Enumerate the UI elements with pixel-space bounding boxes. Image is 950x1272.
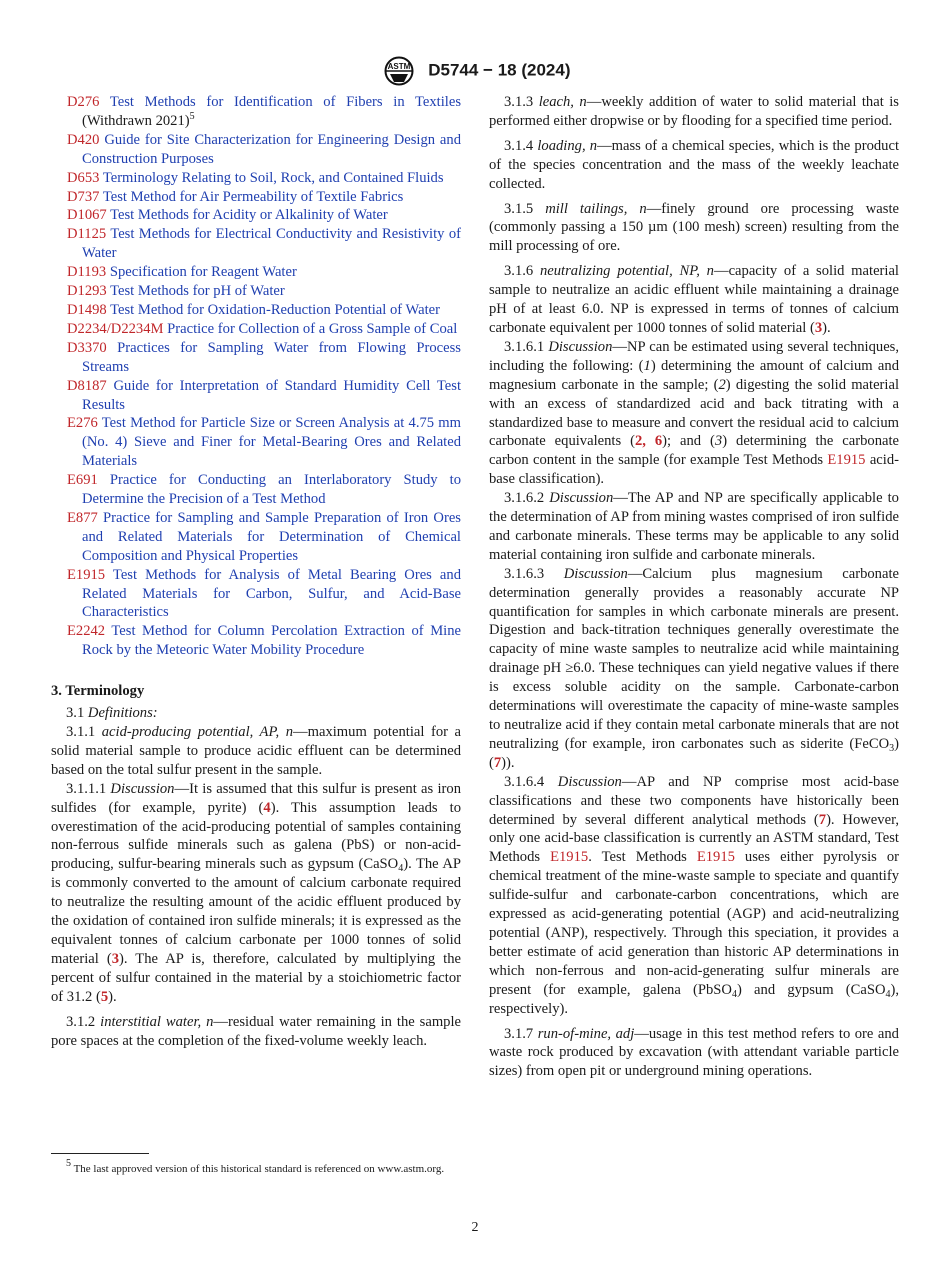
reference-item: [51, 320, 461, 339]
reference-item: [51, 471, 461, 509]
reference-code-link[interactable]: E2242: [67, 623, 106, 640]
reference-title: Terminology Relating to Soil, Rock, and Contained Fluids: [102, 169, 444, 186]
reference-item: [51, 301, 461, 320]
svg-text:ASTM: ASTM: [387, 62, 410, 71]
reference-item: [51, 282, 461, 301]
reference-item: [51, 509, 461, 566]
reference-link[interactable]: 2, 6: [634, 433, 663, 450]
reference-item: [51, 263, 461, 282]
reference-code-link[interactable]: D3370: [67, 339, 107, 356]
reference-code-link[interactable]: D1293: [67, 283, 107, 300]
reference-item: [51, 131, 461, 169]
reference-title: Test Methods for Acidity or Alkalinity of Water: [110, 207, 388, 224]
reference-link[interactable]: 3: [111, 950, 120, 967]
page-number: 2: [471, 1220, 479, 1235]
reference-title: Practice for Sampling and Sample Preparation of Iron Ores and Related Materials for Determination of Chemical Composition and Physical Properties: [82, 509, 461, 564]
reference-title: Test Method for Column Percolation Extraction of Mine Rock by the Meteoric Water Mobility Procedure: [82, 623, 461, 659]
reference-link[interactable]: 7: [818, 811, 827, 828]
section-heading: 3. Terminology: [51, 683, 145, 700]
reference-code-link[interactable]: D8187: [67, 377, 107, 394]
reference-item: [51, 188, 461, 207]
para-3-1-6: 3.1.6 neutralizing potential, NP, n—capacity of a solid material sample to neutralize an acidic effluent while maintaining a drainage pH of at least 6.0. NP is expressed in terms of tonnes of calcium carbonate equivalent per 1000 tonnes of solid material (3).: [489, 263, 899, 336]
reference-item: [51, 414, 461, 471]
reference-code-link[interactable]: E1915: [67, 566, 106, 583]
para-3-1-1: 3.1.1 acid-producing potential, AP, n—maximum potential for a solid material sample to produce acidic effluent can be determined based on the total sulfur present in the sample.: [51, 724, 462, 778]
reference-code-link[interactable]: D737: [67, 188, 100, 205]
reference-title: Test Methods for Electrical Conductivity and Resistivity of Water: [82, 226, 461, 262]
para-3-1-6-2: 3.1.6.2 Discussion—The AP and NP are specifically applicable to the determination of AP from mining wastes comprised of iron sulfide and carbonate minerals. These terms may be applicable to any solid material containing iron sulfide and carbonate minerals.: [489, 490, 899, 563]
right-column: [489, 93, 899, 1081]
reference-item: [51, 566, 461, 623]
reference-link[interactable]: 5: [100, 988, 109, 1005]
para-3-1-4: 3.1.4 loading, n—mass of a chemical species, which is the product of the species concentration and the mass of the weekly leachate collected.: [489, 137, 900, 192]
reference-code-link[interactable]: E877: [67, 509, 98, 526]
reference-title: Specification for Reagent Water: [109, 264, 297, 281]
reference-code-link[interactable]: D2234/D2234M: [67, 320, 164, 337]
standard-designation: D5744 − 18 (2024): [428, 60, 571, 80]
reference-item: [51, 377, 461, 415]
reference-item: [51, 169, 461, 188]
para-3-1-1-1: 3.1.1.1 Discussion—It is assumed that this sulfur is present as iron sulfides (for example, pyrite) (4). This assumption leads to overestimation of the acid-producing potential of samples containing non-ferrous sulfide minerals such as galena (PbS) or non-acid-producing, sulfur-bearing minerals such as gypsum (CaSO$_4$). The AP is commonly converted to the amount of calcium carbonate required to neutralize the resulting amount of the acidic effluent produced by the oxidation of contained iron sulfide minerals; it is expressed as the equivalent tonnes of calcium carbonate per 1000 tonnes of solid material (3). The AP is, therefore, calculated by multiplying the percent of sulfur contained in the material by a stoichiometric factor of 31.2 (5).: [51, 780, 461, 1005]
reference-item: [51, 339, 461, 377]
reference-code-link[interactable]: E691: [67, 472, 98, 489]
footnote-marker: 5: [189, 110, 195, 122]
reference-link[interactable]: 7: [493, 754, 502, 771]
reference-list: [51, 93, 461, 660]
para-3-1: 3.1 Definitions:: [66, 705, 158, 722]
para-3-1-7: 3.1.7 run-of-mine, adj—usage in this test method refers to ore and waste rock produced by excavation (with attendant variable particle sizes) from open pit or underground mining operations.: [489, 1025, 899, 1080]
reference-title: Guide for Site Characterization for Engineering Design and Construction Purposes: [82, 131, 461, 167]
reference-code-link[interactable]: D1498: [67, 301, 107, 318]
reference-title: Test Methods for pH of Water: [110, 283, 285, 300]
para-3-1-6-1: 3.1.6.1 Discussion—NP can be estimated using several techniques, including the following: (1) determining the amount of calcium and magnesium carbonate in the sample; (2) digesting the solid material with an excess of standardized acid and back titrating with a standardized base to measure and convert the residual acid to calcium carbonate equivalents (2, 6); and (3) determining the carbonate carbon content in the sample (for example Test Methods E1915 acid-base classification).: [489, 338, 900, 488]
reference-title: Test Method for Air Permeability of Textile Fabrics: [102, 188, 404, 205]
para-3-1-5: 3.1.5 mill tailings, n—finely ground ore processing waste (commonly passing a 150 µm (100 mesh) screen) resulting from the mill processing of ore.: [489, 200, 899, 255]
reference-code-link[interactable]: E276: [67, 415, 98, 432]
reference-title: Test Method for Particle Size or Screen Analysis at 4.75 mm (No. 4) Sieve and Finer for Metal-Bearing Ores and Related Materials: [82, 415, 461, 470]
reference-code-link[interactable]: D1125: [67, 226, 107, 243]
para-3-1-3: 3.1.3 leach, n—weekly addition of water to solid material that is performed either dropwise or by flooding for a specified time period.: [489, 94, 899, 129]
reference-title: Test Methods for Identification of Fibers in Textiles: [109, 94, 461, 110]
reference-title: Practices for Sampling Water from Flowing Process Streams: [82, 339, 461, 375]
reference-title: Practice for Conducting an Interlaboratory Study to Determine the Precision of a Test Method: [82, 472, 461, 508]
reference-code-link[interactable]: D1067: [67, 207, 107, 224]
reference-code-link[interactable]: D420: [67, 131, 100, 148]
reference-link[interactable]: 3: [814, 319, 823, 336]
withdrawn-note: (Withdrawn 2021): [82, 112, 190, 129]
reference-title: Practice for Collection of a Gross Sample of Coal: [167, 320, 458, 337]
para-3-1-6-3: 3.1.6.3 Discussion—Calcium plus magnesium carbonate determination generally provides a reasonably accurate NP quantification for samples in which carbonate minerals are present. Digestion and back-titration techniques generally overestimate the capacity of mine waste samples to neutralize acid while maintaining drainage pH ≥6.0. These techniques can yield negative values if there is excess soluble acidity on the sample. Carbonate-carbon determinations will overestimate the capacity of mine-waste samples to neutralize acid if they contain metal carbonate minerals that are not neutralizing (for example, iron carbonates such as siderite (FeCO$_3$) (7)).: [489, 565, 899, 771]
reference-link[interactable]: 4: [263, 799, 271, 816]
footnote: $^5$ The last approved version of this historical standard is referenced on www.astm.org.: [66, 1158, 445, 1175]
standard-link[interactable]: E1915: [550, 849, 589, 866]
para-3-1-2: 3.1.2 interstitial water, n—residual water remaining in the sample pore spaces at the completion of the fixed-volume weekly leach.: [51, 1013, 461, 1049]
reference-item: [51, 206, 461, 225]
reference-title: Test Methods for Analysis of Metal Bearing Ores and Related Materials for Carbon, Sulfur, and Acid-Base Characteristics: [82, 566, 461, 621]
para-3-1-6-4: 3.1.6.4 Discussion—AP and NP comprise most acid-base classifications and these two components have historically been determined by several different analytical methods (7). However, only one acid-base classification is currently an ASTM standard, Test Methods E1915. Test Methods E1915 uses either pyrolysis or chemical treatment of the mine-waste sample to speciate and quantify sulfide-sulfur and carbonate-carbon concentrations, which are expressed as acid-generating potential (AGP) and acid-neutralizing potential (ANP), respectively. Through this speciation, it provides a better estimate of acid generation than historic AP determinations in which non-ferrous and non-acid-generating sulfur minerals are present (for example, galena (PbSO$_4$) and gypsum (CaSO$_4$), respectively).: [489, 773, 899, 1017]
standard-link[interactable]: E1915: [827, 452, 866, 469]
page-header: [0, 56, 950, 86]
astm-logo-icon: [380, 56, 418, 86]
reference-item: [51, 622, 461, 660]
reference-code-link[interactable]: D276: [67, 94, 100, 110]
left-column: [51, 93, 461, 1050]
standard-link[interactable]: E1915: [696, 849, 735, 866]
reference-item: [51, 93, 461, 131]
reference-title: Guide for Interpretation of Standard Humidity Cell Test Results: [82, 377, 462, 413]
reference-item: [51, 225, 461, 263]
footnote-rule: [51, 1153, 149, 1154]
reference-code-link[interactable]: D1193: [67, 264, 107, 281]
reference-code-link[interactable]: D653: [67, 169, 100, 186]
reference-title: Test Method for Oxidation-Reduction Potential of Water: [110, 301, 441, 318]
